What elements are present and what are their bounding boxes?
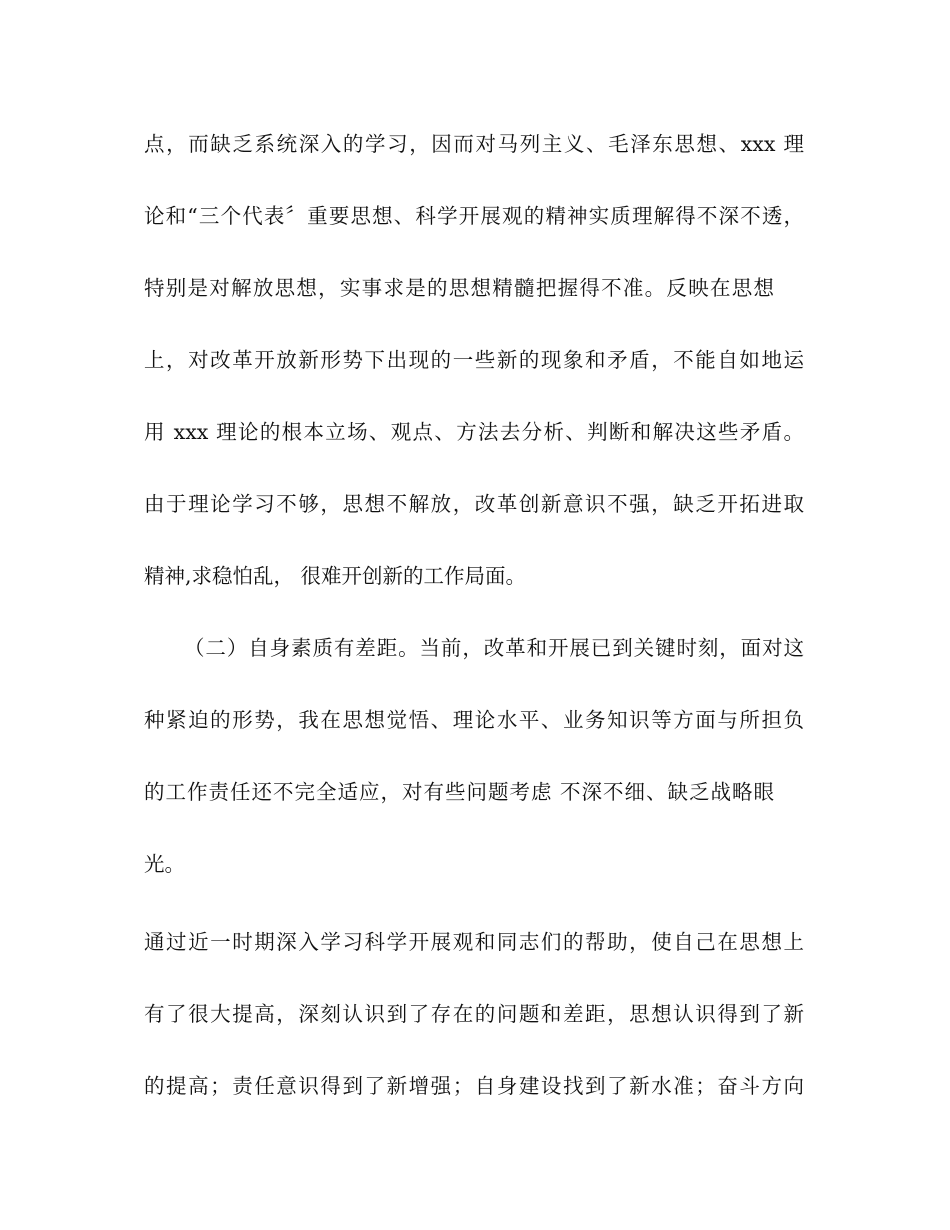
text-line-4: 上，对改革开放新形势下出现的一些新的现象和矛盾，不能自如地运	[144, 348, 804, 372]
text-line-14: 的提高；责任意识得到了新增强；自身建设找到了新水准；奋斗方向	[144, 1074, 804, 1098]
text-line-7: 精神,求稳怕乱， 很难开创新的工作局面。	[144, 564, 527, 588]
text-line-12: 通过近一时期深入学习科学开展观和同志们的帮助，使自己在思想上	[144, 930, 804, 954]
text-line-8: （二）自身素质有差距。当前，改革和开展已到关键时刻，面对这	[184, 636, 804, 660]
text-line-10: 的工作责任还不完全适应，对有些问题考虑 不深不细、缺乏战略眼	[144, 780, 774, 804]
text-line-11: 光。	[144, 852, 185, 876]
text-line-2: 论和“三个代表〞重要思想、科学开展观的精神实质理解得不深不透，	[144, 204, 804, 228]
text-line-13: 有了很大提高，深刻认识到了存在的问题和差距，思想认识得到了新	[144, 1002, 804, 1026]
text-line-6: 由于理论学习不够，思想不解放，改革创新意识不强，缺乏开拓进取	[144, 492, 804, 516]
text-line-9: 种紧迫的形势，我在思想觉悟、理论水平、业务知识等方面与所担负	[144, 708, 804, 732]
text-line-1: 点，而缺乏系统深入的学习，因而对马列主义、毛泽东思想、xxx 理	[144, 132, 804, 156]
text-line-3: 特别是对解放思想，实事求是的思想精髓把握得不准。反映在思想	[144, 276, 774, 300]
text-line-5: 用 xxx 理论的根本立场、观点、方法去分析、判断和解决这些矛盾。	[144, 420, 804, 444]
